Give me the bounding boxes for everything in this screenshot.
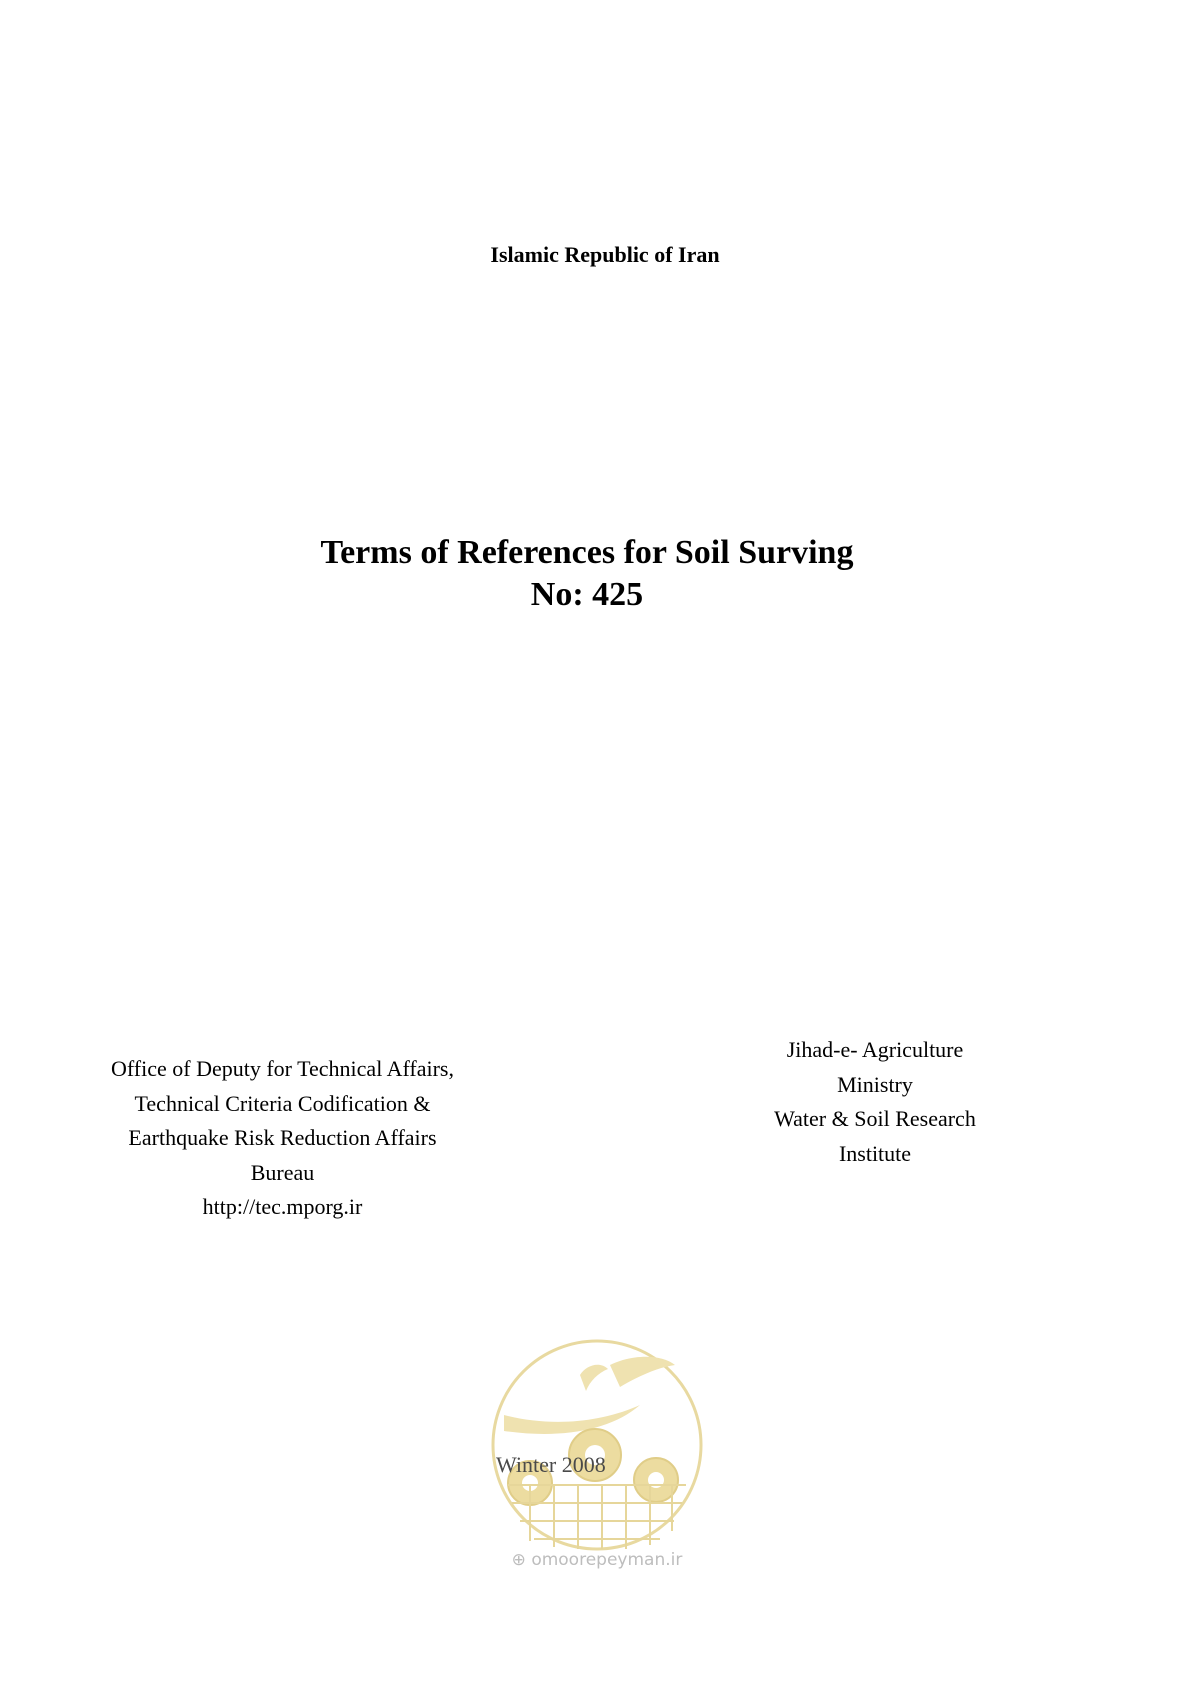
publisher-office-block	[80, 1052, 485, 1225]
globe-icon: ⊕	[511, 1550, 526, 1570]
publisher-line: Office of Deputy for Technical Affairs,	[110, 1056, 454, 1081]
watermark-url-text: omoorepeyman.ir	[531, 1550, 683, 1570]
publication-date: Winter 2008	[496, 1452, 606, 1477]
country-heading: Islamic Republic of Iran	[490, 242, 720, 267]
publisher-url: http://tec.mporg.ir	[202, 1194, 363, 1219]
publisher-line: Technical Criteria Codification &	[134, 1090, 431, 1116]
ministry-line: Institute	[838, 1140, 912, 1166]
publisher-line: Earthquake Risk Reduction Affairs	[128, 1125, 437, 1150]
publisher-line: Bureau	[250, 1159, 315, 1185]
title-line-1: Terms of References for Soil Surving	[320, 534, 854, 571]
ministry-line: Ministry	[837, 1071, 913, 1097]
watermark-url	[502, 1550, 692, 1570]
document-title	[0, 532, 1174, 616]
title-line-2: No: 425	[530, 576, 644, 613]
ministry-block	[720, 1033, 1030, 1171]
ministry-line: Jihad-e- Agriculture	[786, 1037, 964, 1062]
ministry-line: Water & Soil Research	[774, 1106, 976, 1131]
